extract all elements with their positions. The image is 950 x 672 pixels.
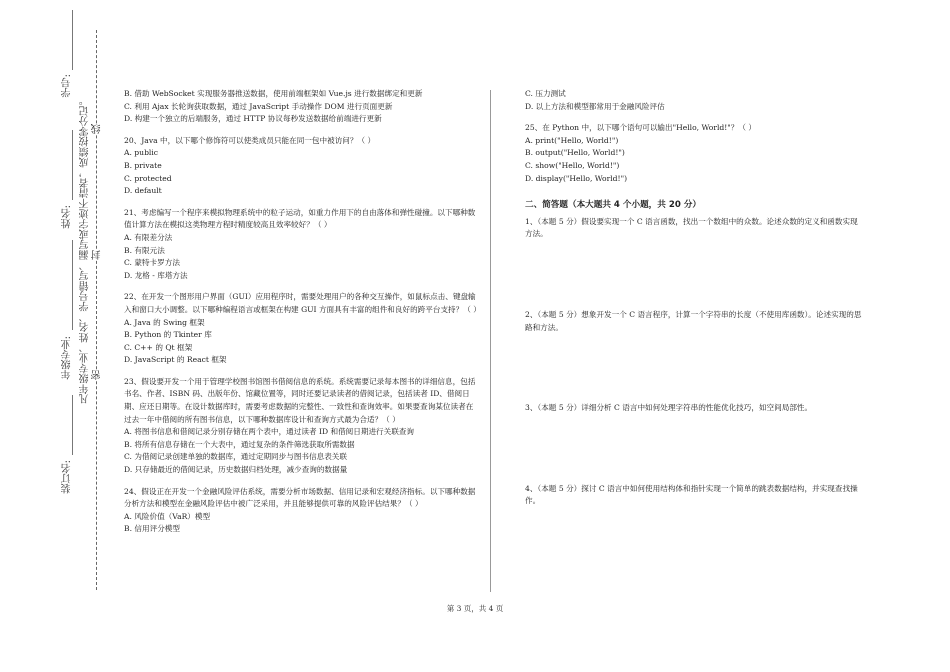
school-label: 装订名: [62, 460, 73, 494]
short-answer-1: 1、（本题 5 分）假设要实现一个 C 语言函数，找出一个数组中的众数。论述众数的定义和函数实现方法。 [525, 216, 858, 239]
option: D. display("Hello, World!") [525, 173, 628, 183]
option: D. default [124, 186, 162, 196]
option: D. 只存储最近的借阅记录，历史数据归档处理，减少查询的数据量 [124, 465, 348, 475]
question-stem: 24、假设正在开发一个金融风险评估系统，需要分析市场数据、信用记录和宏观经济指标。以下哪种数据分析方法和模型在金融风险评估中被广泛采用，并且能够提供可靠的风险评估结果？（ ） [124, 486, 476, 509]
short-answer-2: 2、（本题 5 分）想象开发一个 C 语言程序，计算一个字符串的长度（不使用库函数）。论述实现的思路和方法。 [525, 309, 862, 332]
option: B. 信用评分模型 [124, 524, 180, 534]
option: C. protected [124, 173, 172, 183]
section-2-title: 二、简答题（本大题共 4 个小题，共 20 分） [525, 200, 702, 211]
option: C. 为借阅记录创建单独的数据库，通过定期同步与图书信息表关联 [124, 452, 347, 462]
grade-line [72, 240, 73, 330]
question-stem: 23、假设要开发一个用于管理学校图书馆图书借阅信息的系统。系统需要记录每本图书的详细信息，包括书名、作者、ISBN 码、出版年份、馆藏位置等，同时还要记录读者的借阅记录，包括读者 ID、借阅日期、应还日期等。在设计数据库时，需要考虑数据的完整性、一致性和查询效率。如果要查询某位读者在过去一年中借阅的所有图书信息，以下哪种数据库设计和查询方式最为合适？（ ） [124, 376, 476, 424]
grade-label: 年级专业: [62, 336, 73, 380]
option: A. 风险价值（VaR）模型 [124, 511, 211, 521]
question-23 [124, 376, 479, 477]
short-answer-3: 3、（本题 5 分）详细分析 C 语言中如何处理字符串的性能优化技巧，如空间局部性。 [525, 403, 813, 413]
option: D. JavaScript 的 React 框架 [124, 355, 227, 365]
option: A. public [124, 148, 159, 158]
option: D. 龙格 - 库塔方法 [124, 270, 188, 280]
school-line [72, 395, 73, 455]
option: C. 利用 Ajax 长轮询获取数据，通过 JavaScript 手动操作 DOM 进行页面更新 [124, 101, 393, 111]
option: C. C++ 的 Qt 框架 [124, 342, 193, 352]
student-id-label: 学号: [62, 74, 73, 98]
question-22 [124, 291, 479, 367]
option: B. 将所有信息存储在一个大表中，通过复杂的条件筛选获取所需数据 [124, 439, 355, 449]
question-20 [124, 135, 479, 198]
question-stem: 20、Java 中，以下哪个修饰符可以使类成员只能在同一包中被访问？（ ） [124, 135, 376, 145]
question-25 [525, 122, 865, 185]
left-column [124, 88, 479, 545]
short-answer-4: 4、（本题 5 分）探讨 C 语言中如何使用结构体和指针实现一个简单的跳表数据结构，并实现查找操作。 [525, 483, 858, 506]
question-24-tail [525, 88, 865, 113]
question-stem: 22、在开发一个图形用户界面（GUI）应用程序时，需要处理用户的各种交互操作，如鼠标点击、键盘输入和窗口大小调整。以下哪种编程语言或框架在构建 GUI 方面具有丰富的组件和良好的跨平台支持？（ ） [124, 292, 481, 314]
option: A. print("Hello, World!") [525, 135, 619, 145]
option: C. 压力测试 [525, 89, 566, 98]
mark-dense: 密 [92, 370, 103, 380]
option: A. 有限差分法 [124, 232, 173, 242]
option: C. 蒙特卡罗方法 [124, 258, 180, 268]
option: B. Python 的 Tkinter 库 [124, 330, 212, 340]
question-21 [124, 207, 479, 283]
question-24 [124, 486, 479, 536]
student-id-line [72, 10, 73, 70]
option: B. private [124, 160, 162, 170]
option: A. Java 的 Swing 框架 [124, 317, 205, 327]
right-column [525, 88, 865, 508]
option: D. 以上方法和模型都常用于金融风险评估 [525, 101, 665, 111]
option: D. 构建一个独立的后端服务，通过 HTTP 协议每秒发送数据给前端进行更新 [124, 114, 382, 124]
column-divider [490, 90, 491, 592]
question-stem: 21、考虑编写一个程序来模拟物理系统中的粒子运动，如重力作用下的自由落体和弹性碰撞。以下哪种数值计算方法在模拟这类物理方程时精度较高且效率较好？（ ） [124, 207, 476, 230]
page-number: 第 3 页，共 4 页 [446, 604, 504, 613]
option: A. 将图书信息和借阅记录分别存储在两个表中，通过读者 ID 和借阅日期进行关联查询 [124, 427, 415, 437]
option: C. show("Hello, World!") [525, 160, 620, 170]
option: B. 借助 WebSocket 实现服务器推送数据，使用前端框架如 Vue.js 进行数据绑定和更新 [124, 89, 423, 98]
name-label: 姓名: [62, 205, 73, 229]
name-line [72, 130, 73, 200]
question-stem: 25、在 Python 中，以下哪个语句可以输出"Hello, World!"？（ ） [525, 123, 756, 133]
mark-line: 线 [92, 124, 103, 134]
question-19-tail [124, 88, 479, 126]
option: B. 有限元法 [124, 245, 165, 255]
binding-dashed-line [96, 30, 97, 590]
option: B. output("Hello, World!") [525, 148, 625, 158]
binding-warning: 凡年级专业、姓名、学号错写、漏写或字迹不清者，成绩按零分记。 [80, 95, 91, 404]
mark-seal: 封 [92, 250, 103, 260]
